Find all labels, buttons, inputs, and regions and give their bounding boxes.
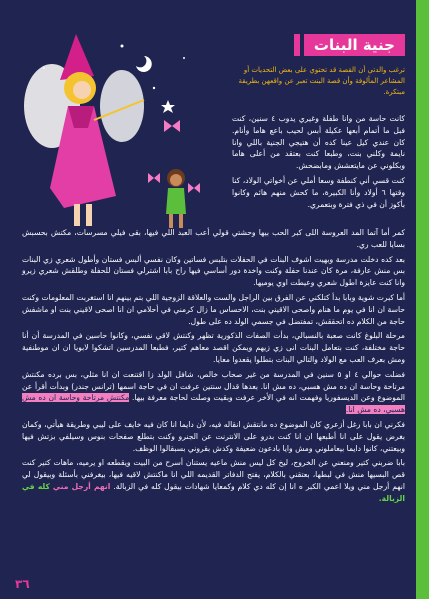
moon-icon [136, 56, 152, 72]
body-column-top [232, 113, 405, 213]
paragraph [22, 457, 405, 504]
side-accent-bar [416, 0, 429, 599]
paragraph: كنت قسي أني كنطفة وسعا أملي عن أخواتي الولاد، كنا وقتها ٦ أولاد وأنا الكبيرة، ما كحش منهم هائم وكانوا بأكوز أن في ذي فترة وبتعمري. [232, 175, 405, 209]
paragraph: أما كبرت شوية وبابا بدأ كتلكني عن الفرق بين الراجل والست والعلاقة الزوجية اللي بتم بينهم انا استغربت المعلومات وكنت حاسة ان انا في يوم ما هنام واصحى الاقيني بنت، الاحساس ما زال كرمني في أحلامي ان انا اصحى لاقيني بنت او ماشفش حاجة من الكلام ده اتحققش، تمفتضل في جسمي الولد ده على طول. [22, 292, 405, 326]
page-title: جنية البنات [304, 34, 405, 56]
page-number: ٣٦ [15, 577, 30, 591]
intro-text: ترغب والدتي أن القصة قد تحتوي على بعض التحديات أو المشاعر المألوفة وأن قصة البنت تعبر عن واقعهن بطريقة مبتكرة. [238, 66, 405, 96]
body-column-main [22, 227, 405, 508]
highlighted-phrase-green: كله في الزبالة. [22, 481, 405, 503]
child-figure [166, 188, 186, 214]
paragraph: بعد كده دخلت مدرسة وبهيت اشوف البنات في الحفلات بتلبس فساتين وكان نفسي ألبس فستان وأطول شعري زي البنات بس منش عارفة، مرة كان عندنا حفلة وكنت واخدة دور أساسي فيها راح بابا اشترلي فستان للحفلة وطلقش شعري زيرو وانا كنت عايزة اطول شعري وعيطت اوي يوميها. [22, 254, 405, 288]
highlighted-phrase: مكنتش مرتاحة وحاسة ان ده مش هسبي، ده مش انا. [22, 393, 405, 415]
paragraph-text: فضلت حوالي ٤ او ٥ سنين في المدرسة من غير صحاب خالص، شافل الولد زا اقتنعت ان انا مثلي، بس برده مكنتش مرتاحة وحاسة ان ده مش هسبي، ده مش انا. بعدها قدال سنتين عرفت ان في حاجة اسمها (ترانس جندر) وبدأت أقرأ عن الموضوع وعن الديسفوريا وفهمت انه في الأخر عرفت وبقيت وصلت لحاجة معرفة بيها. [22, 369, 405, 403]
paragraph [22, 369, 405, 416]
paragraph: كمر أما آتما المد العروسة اللى كبر الحب بيها وحشتي قولي أعب العبد اللي فيها، بقى فيلي مسرسات، مكتش بحسبش بسايا للعب ري. [22, 228, 405, 249]
paragraph: كانت حاسة من وانا طفلة وغيري يدوب ٤ سنين، كنت فبل ما أتمام أبعها عكيلة أبس لحيب باعع هاما وأنام. كان عندي كيل عينا كده أن هتيجي الجنية باللي وانا نايمة وكلني بنت، وطبعا كنت بعتقد من أعلى هاما وبكلوني عن مايتعشش ومابضحش. [232, 114, 406, 171]
title-accent [294, 34, 300, 56]
fairy-illustration [24, 28, 224, 238]
paragraph-text: بابا ضربني كتير ومنعني عن الخروج، ليخ كل ليس منش ماعيه يستنان أسرح من البيت ويقطعه او يرميه، ماهات كتير كنت قص البسيها منش في لبطها، بعتقني بالكلام، يفتح الدفاتر القديمه اللي انا ماكنتش لاقيه فيها، بيغرفني بأسئلة وبيقول لي انهم أرجل مني ويلا اعمي الكبر ه انا إن كله دي كلام وكمعايا شهادات بيقول كله في الزبالة. [22, 458, 405, 491]
highlighted-phrase-pink: انهم أرجل مني [52, 481, 111, 491]
paragraph: فكرني ان بابا رغل أزعري كان الموضوع ده مانتقش انقاله فيه، لأن دايما انا كان فيه خايف على ليبي وطريقة هيأتي، وكمان بغرض يقول على انا أطبعها ان انا كنت بدرو على الانترنت عن الجنرو وكنت بتطلع صفحات بنوس وسيلفي بزتش فيها وبيعتني، كانوا دايما بيعاملوني ومش وايا بادعون ضعيفة وكدش بقروني بسبقالوا الوظف. [22, 419, 405, 453]
paragraph: مرحلة البلوغ كانت صعبة بالنسبالي، بدأت الصفات الذكورية تظهر وكنتش لاقي نفسي، وكانوا حاسين في المدرسة أن أنا حاجة مختلفة، كنت بتعامل البنات انى زي زيهم ويمكن اقصد معاهم كتير، فطبعا المدرسين اتشكوا لابويا ان ان موطنفية ومش بعرف العب مع الولاد والتالي البنات بتطلوا يقعدوا معايا. [22, 331, 405, 364]
wing-right [100, 70, 144, 142]
title-block [294, 34, 405, 56]
